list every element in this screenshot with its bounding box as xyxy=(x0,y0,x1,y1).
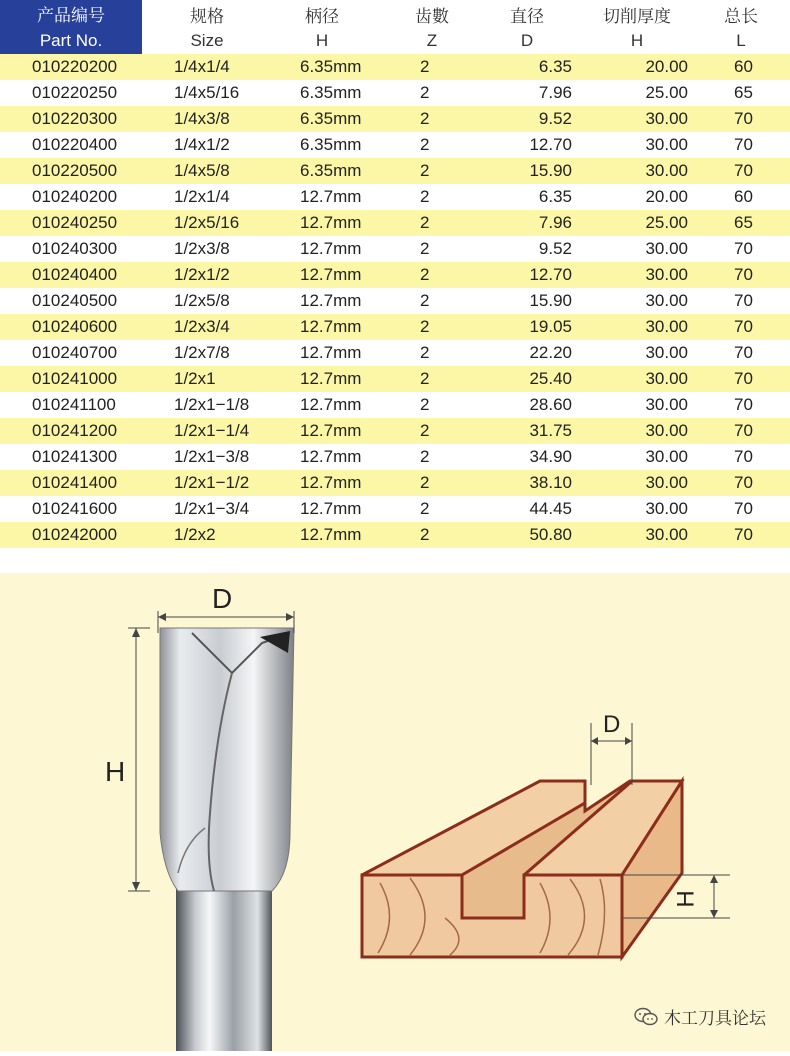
part-no-cell: 010220400 xyxy=(32,135,118,154)
router-bit-illustration xyxy=(128,611,294,1051)
shank-cell: 12.7mm xyxy=(300,239,362,258)
cut-depth-cell: 25.00 xyxy=(645,83,688,102)
diameter-cell: 22.20 xyxy=(529,343,572,362)
header-teeth-en: Z xyxy=(426,31,438,50)
table-body xyxy=(0,54,790,548)
size-cell: 1/2x1−3/4 xyxy=(174,499,250,518)
part-no-cell: 010240400 xyxy=(32,265,118,284)
diameter-cell: 25.40 xyxy=(529,369,572,388)
diameter-cell: 9.52 xyxy=(538,239,572,258)
table-row xyxy=(0,288,790,314)
teeth-cell: 2 xyxy=(420,109,430,128)
total-length-cell: 70 xyxy=(734,265,753,284)
total-length-cell: 70 xyxy=(734,291,753,310)
cut-depth-cell: 30.00 xyxy=(645,499,688,518)
diameter-cell: 28.60 xyxy=(529,395,572,414)
shank-cell: 12.7mm xyxy=(300,291,362,310)
cut-depth-cell: 30.00 xyxy=(645,135,688,154)
cut-depth-cell: 30.00 xyxy=(645,291,688,310)
header-row-en xyxy=(0,28,790,54)
diameter-cell: 50.80 xyxy=(529,525,572,544)
diameter-cell: 15.90 xyxy=(529,161,572,180)
table-row xyxy=(0,54,790,80)
header-shank-cn: 柄径 xyxy=(305,6,339,26)
diameter-cell: 34.90 xyxy=(529,447,572,466)
cut-depth-cell: 20.00 xyxy=(645,187,688,206)
part-no-cell: 010220200 xyxy=(32,57,118,76)
wechat-icon xyxy=(634,1007,658,1027)
part-no-cell: 010240600 xyxy=(32,317,118,336)
part-no-cell: 010241300 xyxy=(32,447,118,466)
header-part-cn: 产品编号 xyxy=(0,0,142,29)
table-row xyxy=(0,496,790,522)
groove-illustration xyxy=(362,723,730,957)
teeth-cell: 2 xyxy=(420,343,430,362)
shank-cell: 6.35mm xyxy=(300,109,362,128)
diameter-cell: 6.35 xyxy=(538,57,572,76)
shank-cell: 12.7mm xyxy=(300,395,362,414)
teeth-cell: 2 xyxy=(420,317,430,336)
shank-cell: 12.7mm xyxy=(300,187,362,206)
total-length-cell: 70 xyxy=(734,343,753,362)
shank-cell: 12.7mm xyxy=(300,525,362,544)
total-length-cell: 70 xyxy=(734,447,753,466)
total-length-cell: 70 xyxy=(734,135,753,154)
table-row xyxy=(0,314,790,340)
header-row-cn xyxy=(0,0,790,28)
cut-depth-cell: 30.00 xyxy=(645,239,688,258)
size-cell: 1/4x5/8 xyxy=(174,161,230,180)
teeth-cell: 2 xyxy=(420,135,430,154)
header-size-en: Size xyxy=(190,31,224,50)
teeth-cell: 2 xyxy=(420,447,430,466)
teeth-cell: 2 xyxy=(420,421,430,440)
table-row xyxy=(0,522,790,548)
shank-cell: 12.7mm xyxy=(300,317,362,336)
total-length-cell: 70 xyxy=(734,525,753,544)
cut-depth-cell: 20.00 xyxy=(645,57,688,76)
total-length-cell: 60 xyxy=(734,57,753,76)
teeth-cell: 2 xyxy=(420,83,430,102)
total-length-cell: 70 xyxy=(734,161,753,180)
part-no-cell: 010241100 xyxy=(32,395,116,414)
size-cell: 1/4x1/2 xyxy=(174,135,230,154)
total-length-cell: 70 xyxy=(734,499,753,518)
watermark-text: 木工刀具论坛 xyxy=(664,1009,766,1028)
teeth-cell: 2 xyxy=(420,291,430,310)
part-no-cell: 010241400 xyxy=(32,473,118,492)
size-cell: 1/2x5/16 xyxy=(174,213,240,232)
size-cell: 1/2x7/8 xyxy=(174,343,230,362)
diameter-cell: 12.70 xyxy=(529,265,572,284)
diameter-cell: 44.45 xyxy=(529,499,572,518)
teeth-cell: 2 xyxy=(420,369,430,388)
total-length-cell: 70 xyxy=(734,369,753,388)
header-teeth-cn: 齿數 xyxy=(415,6,449,26)
diameter-cell: 19.05 xyxy=(529,317,572,336)
shank-cell: 12.7mm xyxy=(300,421,362,440)
size-cell: 1/4x1/4 xyxy=(174,57,230,76)
shank-cell: 12.7mm xyxy=(300,499,362,518)
table-row xyxy=(0,210,790,236)
diagram-svg xyxy=(0,573,790,1051)
cut-depth-cell: 30.00 xyxy=(645,317,688,336)
teeth-cell: 2 xyxy=(420,499,430,518)
table-row xyxy=(0,340,790,366)
groove-label-d: D xyxy=(603,711,621,738)
shank-cell: 12.7mm xyxy=(300,473,362,492)
shank-cell: 6.35mm xyxy=(300,57,362,76)
shank-cell: 6.35mm xyxy=(300,135,362,154)
size-cell: 1/2x3/4 xyxy=(174,317,230,336)
cut-depth-cell: 25.00 xyxy=(645,213,688,232)
total-length-cell: 70 xyxy=(734,395,753,414)
bit-label-d: D xyxy=(212,583,233,614)
total-length-cell: 70 xyxy=(734,109,753,128)
cut-depth-cell: 30.00 xyxy=(645,473,688,492)
diameter-cell: 31.75 xyxy=(529,421,572,440)
diameter-cell: 9.52 xyxy=(538,109,572,128)
part-no-cell: 010240500 xyxy=(32,291,118,310)
diameter-cell: 38.10 xyxy=(529,473,572,492)
part-no-cell: 010240700 xyxy=(32,343,118,362)
cut-depth-cell: 30.00 xyxy=(645,395,688,414)
size-cell: 1/4x3/8 xyxy=(174,109,230,128)
part-no-cell: 010241200 xyxy=(32,421,118,440)
part-no-cell: 010220300 xyxy=(32,109,118,128)
table-row xyxy=(0,184,790,210)
size-cell: 1/2x1−3/8 xyxy=(174,447,250,466)
part-no-cell: 010220250 xyxy=(32,83,118,102)
shank-cell: 6.35mm xyxy=(300,83,362,102)
table-row xyxy=(0,80,790,106)
diameter-cell: 12.70 xyxy=(529,135,572,154)
total-length-cell: 70 xyxy=(734,421,753,440)
size-cell: 1/2x2 xyxy=(174,525,216,544)
cut-depth-cell: 30.00 xyxy=(645,265,688,284)
table-row xyxy=(0,366,790,392)
total-length-cell: 70 xyxy=(734,473,753,492)
cut-depth-cell: 30.00 xyxy=(645,343,688,362)
size-cell: 1/2x5/8 xyxy=(174,291,230,310)
teeth-cell: 2 xyxy=(420,57,430,76)
diameter-cell: 7.96 xyxy=(538,83,572,102)
table-row xyxy=(0,444,790,470)
part-no-cell: 010240200 xyxy=(32,187,118,206)
diagram-panel xyxy=(0,573,790,1051)
teeth-cell: 2 xyxy=(420,239,430,258)
teeth-cell: 2 xyxy=(420,265,430,284)
teeth-cell: 2 xyxy=(420,525,430,544)
teeth-cell: 2 xyxy=(420,187,430,206)
part-no-cell: 010242000 xyxy=(32,525,118,544)
table-row xyxy=(0,470,790,496)
part-no-cell: 010240250 xyxy=(32,213,118,232)
table-row xyxy=(0,132,790,158)
table-row xyxy=(0,418,790,444)
size-cell: 1/2x3/8 xyxy=(174,239,230,258)
header-cut-en: H xyxy=(630,31,644,50)
watermark xyxy=(634,1004,766,1029)
table-row xyxy=(0,262,790,288)
total-length-cell: 60 xyxy=(734,187,753,206)
groove-label-h: H xyxy=(672,890,700,908)
header-diameter-cn: 直径 xyxy=(510,6,544,26)
bit-label-h: H xyxy=(105,756,126,787)
total-length-cell: 70 xyxy=(734,239,753,258)
teeth-cell: 2 xyxy=(420,161,430,180)
cut-depth-cell: 30.00 xyxy=(645,447,688,466)
size-cell: 1/2x1−1/4 xyxy=(174,421,250,440)
cut-depth-cell: 30.00 xyxy=(645,525,688,544)
total-length-cell: 70 xyxy=(734,317,753,336)
size-cell: 1/2x1 xyxy=(174,369,216,388)
header-cut-cn: 切削厚度 xyxy=(603,6,671,26)
size-cell: 1/2x1−1/8 xyxy=(174,395,250,414)
total-length-cell: 65 xyxy=(734,83,753,102)
header-total-cn: 总长 xyxy=(724,6,758,26)
size-cell: 1/2x1/2 xyxy=(174,265,230,284)
size-cell: 1/2x1/4 xyxy=(174,187,230,206)
cut-depth-cell: 30.00 xyxy=(645,421,688,440)
diameter-cell: 7.96 xyxy=(538,213,572,232)
shank-cell: 6.35mm xyxy=(300,161,362,180)
size-cell: 1/4x5/16 xyxy=(174,83,240,102)
diameter-cell: 15.90 xyxy=(529,291,572,310)
shank-cell: 12.7mm xyxy=(300,213,362,232)
part-no-cell: 010241600 xyxy=(32,499,118,518)
part-no-cell: 010220500 xyxy=(32,161,118,180)
shank-cell: 12.7mm xyxy=(300,447,362,466)
header-size-cn: 规格 xyxy=(190,6,224,26)
diameter-cell: 6.35 xyxy=(538,187,572,206)
header-shank-en: H xyxy=(315,31,329,50)
table-row xyxy=(0,236,790,262)
size-cell: 1/2x1−1/2 xyxy=(174,473,250,492)
total-length-cell: 65 xyxy=(734,213,753,232)
header-total-en: L xyxy=(736,31,746,50)
header-diameter-en: D xyxy=(520,31,534,50)
shank-cell: 12.7mm xyxy=(300,265,362,284)
part-no-cell: 010241000 xyxy=(32,369,118,388)
cut-depth-cell: 30.00 xyxy=(645,161,688,180)
table-row xyxy=(0,158,790,184)
part-no-cell: 010240300 xyxy=(32,239,118,258)
cut-depth-cell: 30.00 xyxy=(645,369,688,388)
table-row xyxy=(0,106,790,132)
teeth-cell: 2 xyxy=(420,213,430,232)
cut-depth-cell: 30.00 xyxy=(645,109,688,128)
teeth-cell: 2 xyxy=(420,395,430,414)
teeth-cell: 2 xyxy=(420,473,430,492)
shank-cell: 12.7mm xyxy=(300,369,362,388)
table-row xyxy=(0,392,790,418)
header-part-en: Part No. xyxy=(0,28,142,54)
shank-cell: 12.7mm xyxy=(300,343,362,362)
